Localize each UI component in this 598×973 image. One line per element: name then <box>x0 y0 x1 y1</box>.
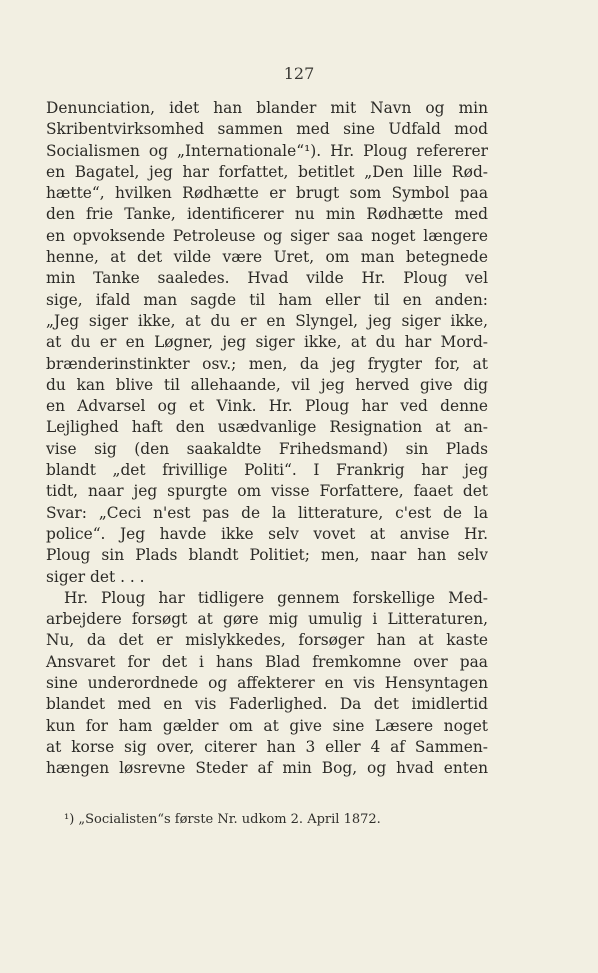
text-line: henne, at det vilde være Uret, om man betegnede <box>46 248 488 267</box>
text-line: tidt, naar jeg spurgte om visse Forfattere, faaet det <box>46 482 488 501</box>
text-line: vise sig (den saakaldte Frihedsmand) sin Plads <box>46 439 488 458</box>
text-line: sine underordnede og affekterer en vis Hensyntagen <box>46 674 488 693</box>
text-line: hætte“, hvilken Rødhætte er brugt som Symbol paa <box>46 184 488 203</box>
text-line: siger det . . . <box>46 567 145 586</box>
footnote: ¹) „Socialisten“s første Nr. udkom 2. April 1872. <box>64 812 381 827</box>
text-line: blandt „det frivillige Politi“. I Frankrig har jeg <box>46 461 488 480</box>
text-line: Socialismen og „Internationale“¹). Hr. Ploug refererer <box>46 141 488 160</box>
text-line: en Advarsel og et Vink. Hr. Ploug har ved denne <box>46 397 488 416</box>
text-line: brænderinstinkter osv.; men, da jeg frygter for, at <box>46 354 488 373</box>
text-line: Svar: „Ceci n'est pas de la litterature, c'est de la <box>46 503 488 522</box>
text-line: en opvoksende Petroleuse og siger saa noget længere <box>46 226 488 245</box>
text-line: Hr. Ploug har tidligere gennem forskellige Med- <box>64 588 488 607</box>
text-line: du kan blive til allehaande, vil jeg herved give dig <box>46 375 488 394</box>
text-line: Denunciation, idet han blander mit Navn og min <box>46 99 488 117</box>
text-line: blandet med en vis Faderlighed. Da det imidlertid <box>46 695 488 714</box>
text-line: Ansvaret for det i hans Blad fremkomne over paa <box>46 652 488 671</box>
text-line: en Bagatel, jeg har forfattet, betitlet „Den lille Rød- <box>46 162 488 181</box>
text-line: Ploug sin Plads blandt Politiet; men, naar han selv <box>46 546 488 565</box>
text-line: arbejdere forsøgt at gøre mig umulig i Litteraturen, <box>46 610 488 629</box>
text-line: sige, ifald man sagde til ham eller til en anden: <box>46 290 488 309</box>
text-line: Lejlighed haft den usædvanlige Resignation at an- <box>46 418 488 437</box>
page-number: 127 <box>283 64 315 83</box>
text-line: at korse sig over, citerer han 3 eller 4 af Sammen- <box>46 737 488 756</box>
text-line: police“. Jeg havde ikke selv vovet at anvise Hr. <box>46 524 488 543</box>
text-line: hængen løsrevne Steder af min Bog, og hvad enten <box>46 759 488 778</box>
text-line: den frie Tanke, identificerer nu min Rødhætte med <box>46 205 488 224</box>
text-line: at du er en Løgner, jeg siger ikke, at du har Mord- <box>46 333 488 352</box>
body-text <box>46 98 488 780</box>
text-line: min Tanke saaledes. Hvad vilde Hr. Ploug vel <box>46 269 488 288</box>
text-line: „Jeg siger ikke, at du er en Slyngel, jeg siger ikke, <box>46 311 488 330</box>
text-line: Skribentvirksomhed sammen med sine Udfald mod <box>46 120 488 139</box>
text-line: kun for ham gælder om at give sine Læsere noget <box>46 716 488 735</box>
text-line: Nu, da det er mislykkedes, forsøger han at kaste <box>46 631 488 650</box>
